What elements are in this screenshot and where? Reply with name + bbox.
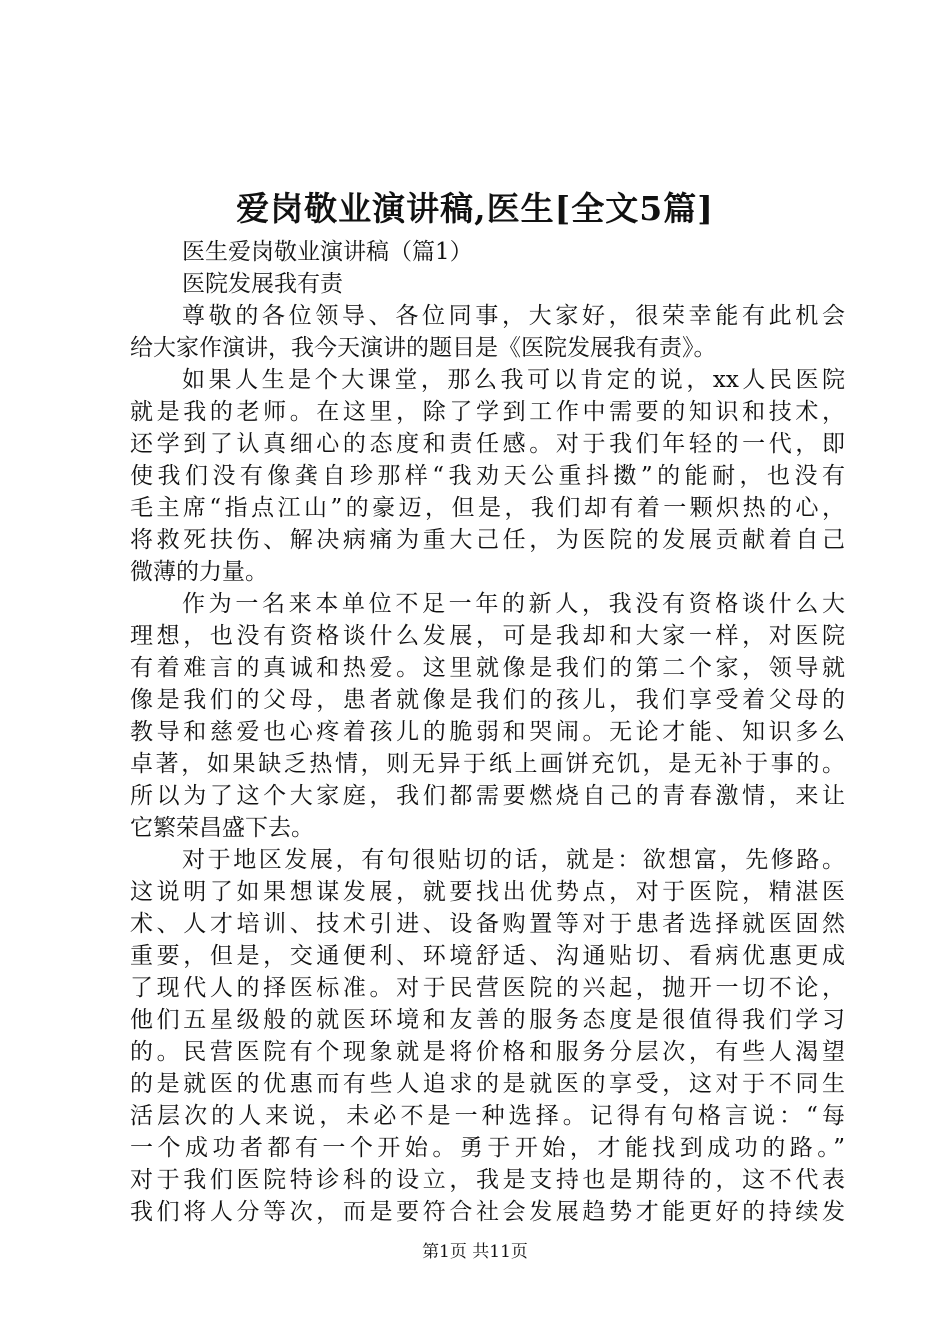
document-body xyxy=(130,236,845,1228)
body-line: 这说明了如果想谋发展，就要找出优势点，对于医院，精湛医 xyxy=(130,879,845,905)
body-line: 对于我们医院特诊科的设立，我是支持也是期待的，这不代表 xyxy=(130,1167,845,1193)
body-line: 重要，但是，交通便利、环境舒适、沟通贴切、看病优惠更成 xyxy=(130,943,845,969)
body-line: 对于地区发展，有句很贴切的话，就是：欲想富，先修路。 xyxy=(182,847,845,873)
body-line: 它繁荣昌盛下去。 xyxy=(130,815,314,841)
body-line: 如果人生是个大课堂，那么我可以肯定的说，xx人民医院 xyxy=(182,367,845,393)
page-footer: 第1页 共11页 xyxy=(422,1242,528,1262)
body-line: 术、人才培训、技术引进、设备购置等对于患者选择就医固然 xyxy=(130,911,845,937)
document-title: 爱岗敬业演讲稿,医生[全文5篇] xyxy=(236,189,714,228)
body-line: 医院发展我有责 xyxy=(182,271,343,297)
body-line: 的。民营医院有个现象就是将价格和服务分层次，有些人渴望 xyxy=(130,1039,845,1065)
body-line: 活层次的人来说，未必不是一种选择。记得有句格言说：“每 xyxy=(130,1103,845,1129)
body-line: 医生爱岗敬业演讲稿（篇1） xyxy=(182,239,473,265)
body-line: 理想，也没有资格谈什么发展，可是我却和大家一样，对医院 xyxy=(130,623,845,649)
body-line: 像是我们的父母，患者就像是我们的孩儿，我们享受着父母的 xyxy=(130,687,845,713)
body-line: 还学到了认真细心的态度和责任感。对于我们年轻的一代，即 xyxy=(130,431,845,457)
body-line: 就是我的老师。在这里，除了学到工作中需要的知识和技术， xyxy=(130,399,845,425)
body-line: 有着难言的真诚和热爱。这里就像是我们的第二个家，领导就 xyxy=(130,655,845,681)
body-line: 我们将人分等次，而是要符合社会发展趋势才能更好的持续发 xyxy=(130,1199,845,1225)
body-line: 了现代人的择医标准。对于民营医院的兴起，抛开一切不论， xyxy=(130,975,845,1001)
body-line: 教导和慈爱也心疼着孩儿的脆弱和哭闹。无论才能、知识多么 xyxy=(130,719,845,745)
body-line: 给大家作演讲，我今天演讲的题目是《医院发展我有责》。 xyxy=(130,335,717,361)
body-line: 作为一名来本单位不足一年的新人，我没有资格谈什么大 xyxy=(182,591,845,617)
body-line: 尊敬的各位领导、各位同事，大家好，很荣幸能有此机会 xyxy=(182,303,845,329)
body-line: 一个成功者都有一个开始。勇于开始，才能找到成功的路。” xyxy=(130,1135,845,1161)
body-line: 毛主席“指点江山”的豪迈，但是，我们却有着一颗炽热的心， xyxy=(130,495,845,521)
body-line: 将救死扶伤、解决病痛为重大己任，为医院的发展贡献着自己 xyxy=(130,527,845,553)
body-line: 卓著，如果缺乏热情，则无异于纸上画饼充饥，是无补于事的。 xyxy=(130,751,845,777)
body-line: 他们五星级般的就医环境和友善的服务态度是很值得我们学习 xyxy=(130,1007,845,1033)
body-line: 使我们没有像龚自珍那样“我劝天公重抖擞”的能耐，也没有 xyxy=(130,463,845,489)
body-line: 所以为了这个大家庭，我们都需要燃烧自己的青春激情，来让 xyxy=(130,783,845,809)
body-line: 的是就医的优惠而有些人追求的是就医的享受，这对于不同生 xyxy=(130,1071,845,1097)
body-line: 微薄的力量。 xyxy=(130,559,268,585)
